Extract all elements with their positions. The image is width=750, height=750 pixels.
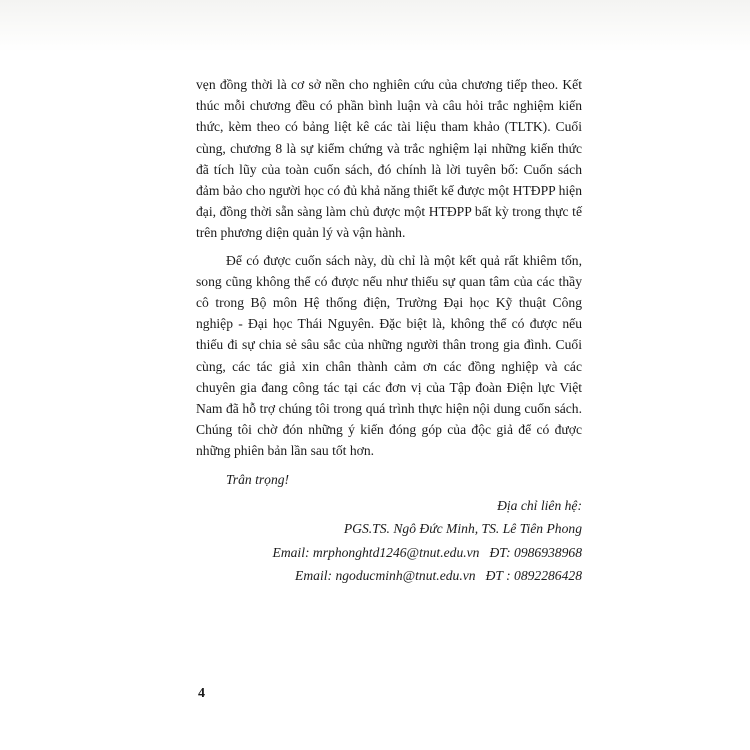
- phone-2: ĐT : 0892286428: [485, 568, 582, 584]
- closing-salutation: Trân trọng!: [226, 471, 290, 487]
- paragraph-continuation: vẹn đồng thời là cơ sở nền cho nghiên cứu của chương tiếp theo. Kết thúc mỗi chương đều có phần bình luận và câu hỏi trắc nghiệm kiến thức, kèm theo có bảng liệt kê các tài liệu tham khảo (TLTK). Cuối cùng, chương 8 là sự kiểm chứng và trắc nghiệm lại những kiến thức đã tích lũy của toàn cuốn sách, đó chính là lời tuyên bố: Cuốn sách đảm bảo cho người học có đủ khả năng thiết kế được một HTĐPP hiện đại, đồng thời sẵn sàng làm chủ được một HTĐPP bất kỳ trong thực tế trên phương diện quản lý và vận hành.: [196, 77, 582, 241]
- contact-row-2: [196, 564, 582, 588]
- page-top-shadow: [0, 0, 750, 52]
- email-2: Email: ngoducminh@tnut.edu.vn: [295, 568, 476, 584]
- phone-1: ĐT: 0986938968: [489, 544, 582, 560]
- email-1: Email: mrphonghtd1246@tnut.edu.vn: [272, 544, 480, 560]
- page-body: [196, 74, 582, 588]
- contact-row-1: [196, 541, 582, 565]
- contact-block: [196, 494, 582, 588]
- contact-heading: Địa chỉ liên hệ:: [497, 497, 582, 513]
- paragraph-acknowledgements: Để có được cuốn sách này, dù chỉ là một kết quả rất khiêm tốn, song cũng không thể có được nếu như thiếu sự quan tâm của các thầy cô trong Bộ môn Hệ thống điện, Trường Đại học Kỹ thuật Công nghiệp - Đại học Thái Nguyên. Đặc biệt là, không thể có được nếu thiếu đi sự chia sẻ sâu sắc của những người thân trong gia đình. Cuối cùng, các tác giả xin chân thành cảm ơn các đồng nghiệp và các chuyên gia đang công tác tại các đơn vị của Tập đoàn Điện lực Việt Nam đã hỗ trợ chúng tôi trong quá trình thực hiện nội dung cuốn sách. Chúng tôi chờ đón những ý kiến đóng góp của độc giả để có được những phiên bản lần sau tốt hơn.: [196, 252, 582, 459]
- contact-authors: PGS.TS. Ngô Đức Minh, TS. Lê Tiên Phong: [343, 521, 582, 537]
- page-number: 4: [198, 686, 205, 701]
